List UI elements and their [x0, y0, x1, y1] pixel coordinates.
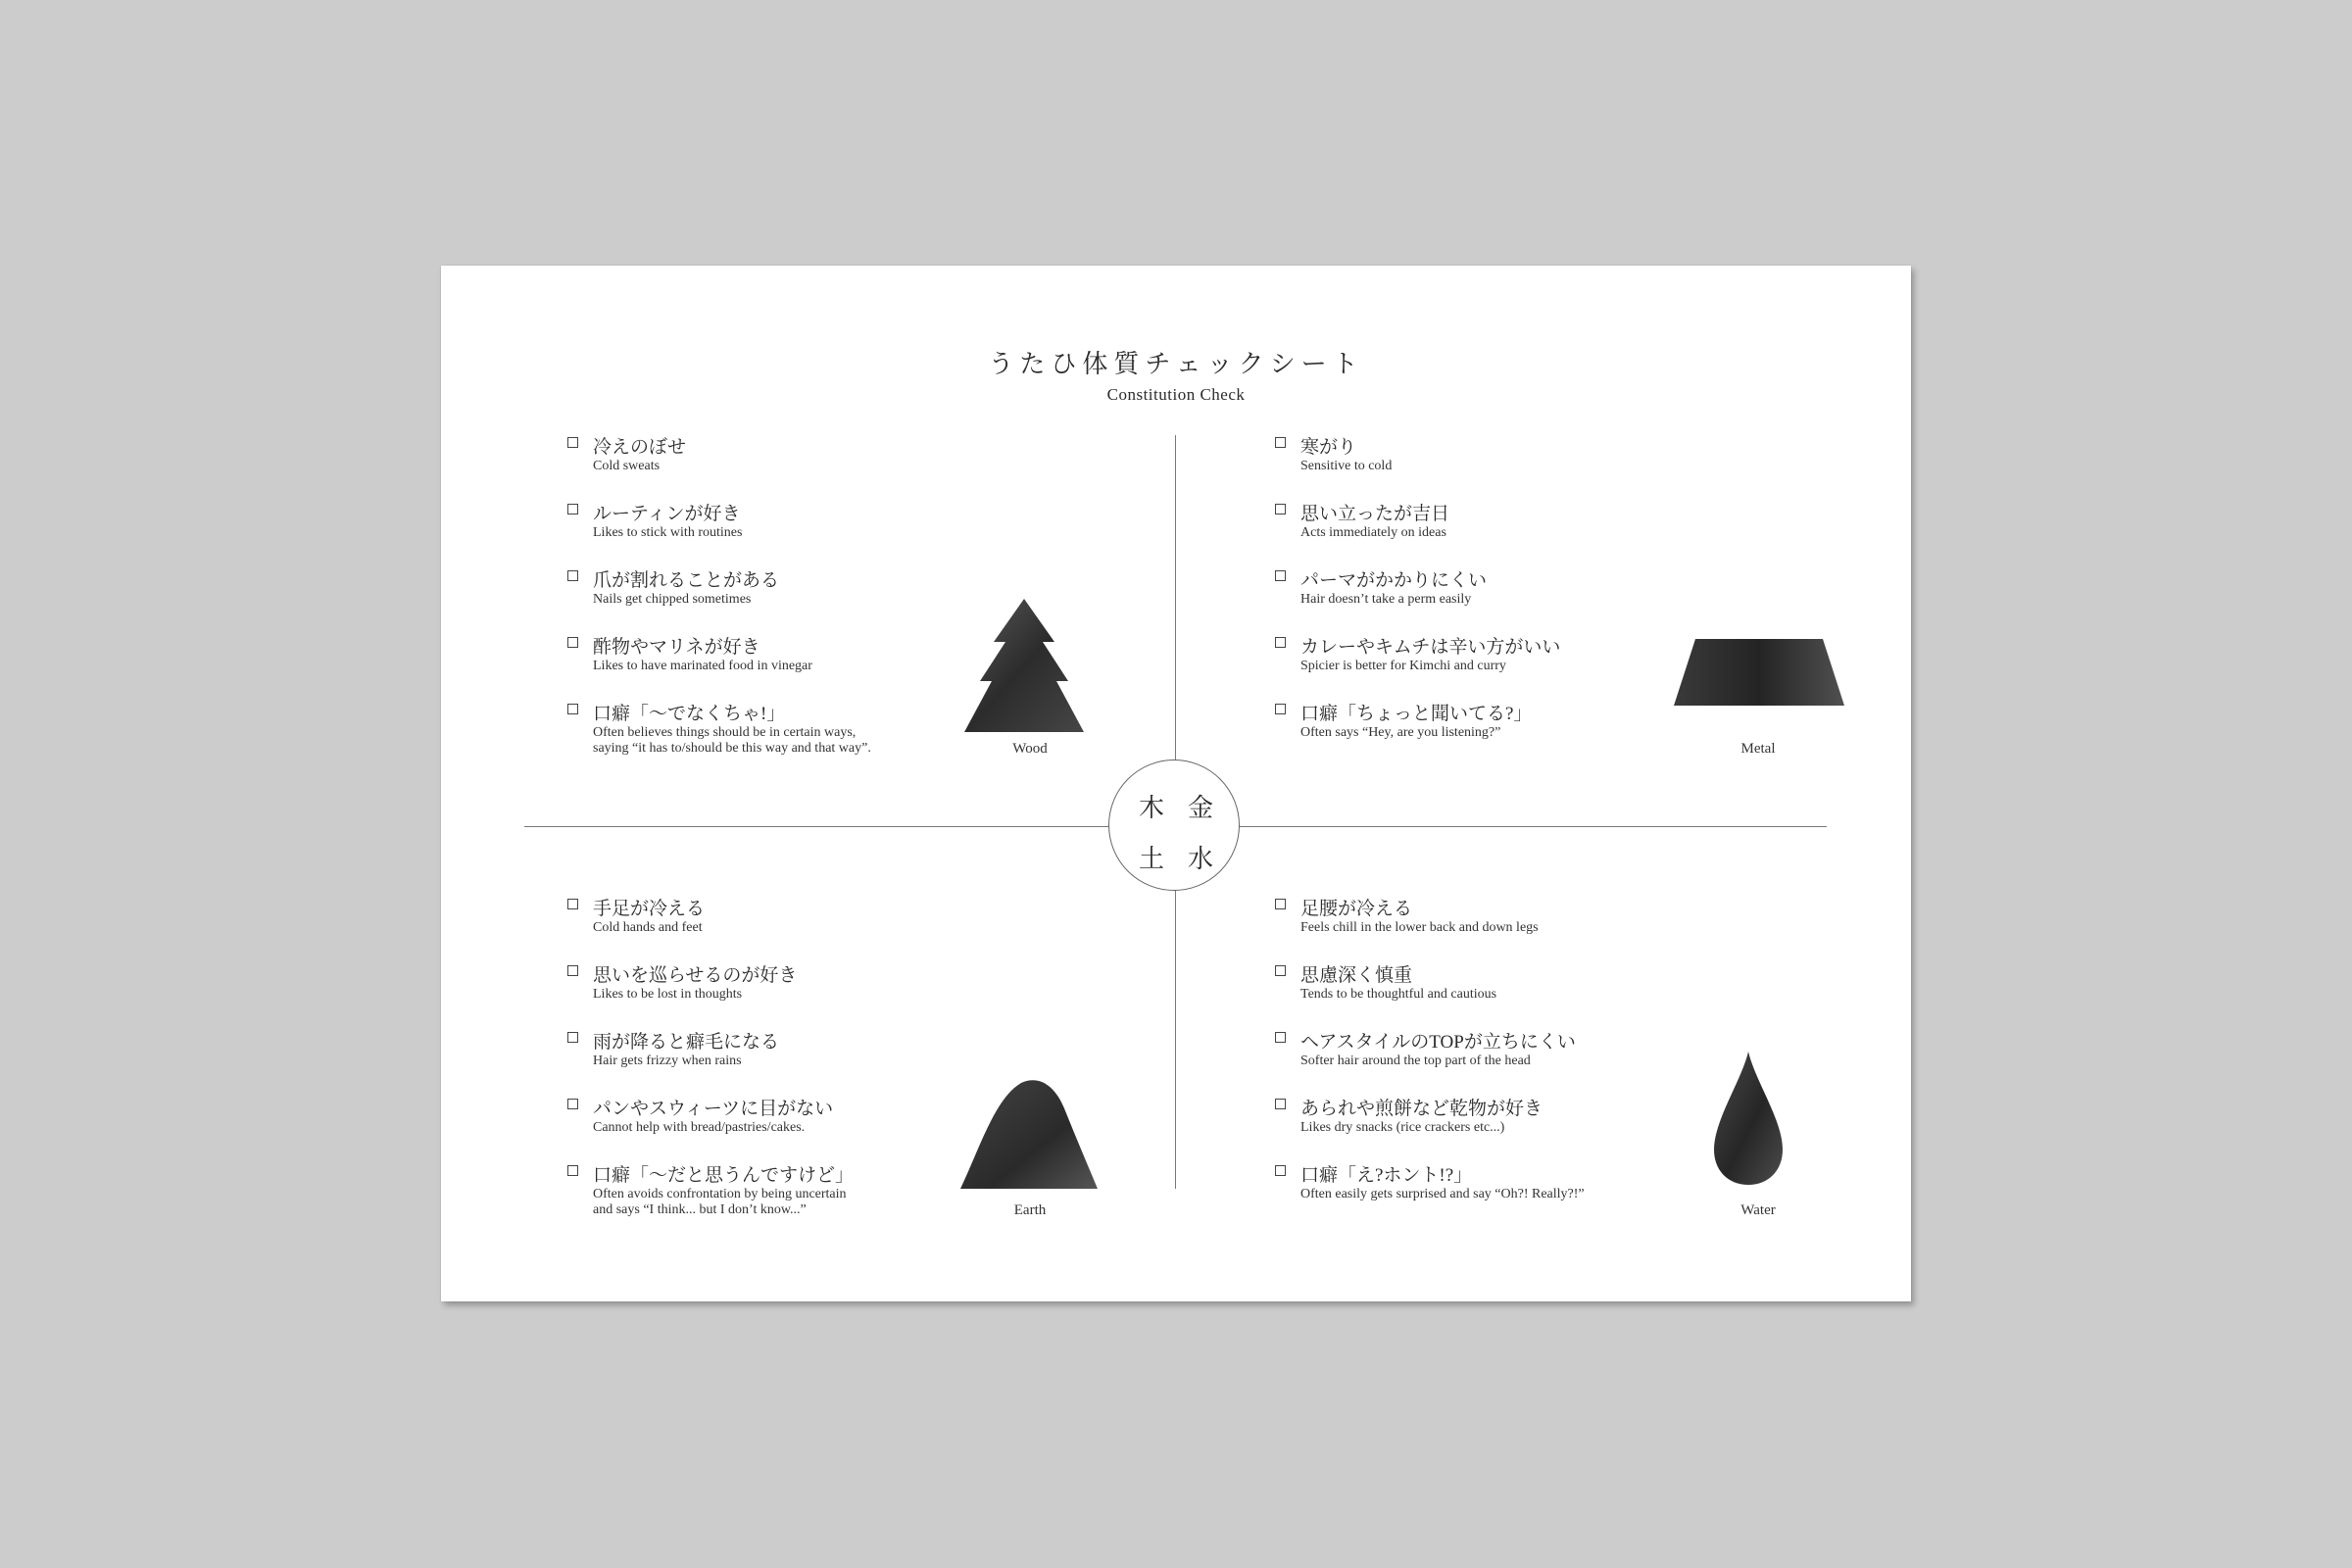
checkbox[interactable]: [567, 570, 578, 581]
vertical-divider-bottom: [1175, 869, 1176, 1189]
item-label-jp: 手足が冷える: [593, 899, 706, 919]
item-label-en: Sensitive to cold: [1300, 459, 1393, 473]
item-label-jp: 口癖「〜だと思うんですけど」: [593, 1165, 855, 1186]
element-label-wood: Wood: [1012, 741, 1048, 757]
element-label-metal: Metal: [1740, 741, 1776, 757]
item-label-en: Tends to be thoughtful and cautious: [1300, 987, 1497, 1002]
item-label-en: Likes to stick with routines: [593, 525, 743, 540]
item-label-jp: パーマがかかりにくい: [1300, 570, 1488, 591]
checkbox[interactable]: [567, 504, 578, 514]
item-label-en: Often easily gets surprised and say “Oh?! Really?!”: [1300, 1187, 1585, 1201]
trapezoid-metal-icon: [1674, 639, 1844, 706]
item-label-en: Cold hands and feet: [593, 920, 703, 935]
element-water-kanji: 水: [1187, 845, 1213, 873]
checkbox[interactable]: [1275, 899, 1286, 909]
page-title: うたひ体質チェックシート: [988, 350, 1364, 378]
item-label-en: Spicier is better for Kimchi and curry: [1300, 659, 1506, 673]
checkbox[interactable]: [567, 437, 578, 448]
item-label-jp: 酢物やマリネが好き: [593, 637, 760, 658]
item-label-jp: 冷えのぼせ: [593, 437, 687, 458]
item-label-jp: 雨が降ると癖毛になる: [593, 1032, 780, 1053]
checkbox[interactable]: [1275, 704, 1286, 714]
item-label-jp: 口癖「え?ホント!?」: [1300, 1165, 1473, 1186]
checkbox[interactable]: [1275, 437, 1286, 448]
checkbox[interactable]: [1275, 1032, 1286, 1043]
checkbox[interactable]: [567, 637, 578, 648]
item-label-jp: 寒がり: [1300, 437, 1357, 458]
checkbox[interactable]: [567, 899, 578, 909]
item-label-jp: あられや煎餅など乾物が好き: [1300, 1099, 1544, 1119]
item-label-en: Often says “Hey, are you listening?”: [1300, 725, 1501, 740]
item-label-en-line2: saying “it has to/should be this way and that way”.: [593, 741, 871, 756]
element-earth-kanji: 土: [1138, 845, 1164, 873]
tree-icon: [964, 599, 1084, 732]
checkbox[interactable]: [1275, 1165, 1286, 1176]
checkbox[interactable]: [567, 965, 578, 976]
checkbox[interactable]: [567, 704, 578, 714]
checkbox[interactable]: [567, 1099, 578, 1109]
item-label-en: Cannot help with bread/pastries/cakes.: [593, 1120, 806, 1135]
item-label-en: Often believes things should be in certain ways,: [593, 725, 857, 740]
item-label-en-line2: and says “I think... but I don’t know...”: [593, 1202, 807, 1217]
checkbox[interactable]: [1275, 637, 1286, 648]
page-subtitle: Constitution Check: [1106, 385, 1246, 404]
element-metal-kanji: 金: [1187, 794, 1213, 822]
item-label-jp: 足腰が冷える: [1300, 899, 1413, 919]
item-label-jp: 思慮深く慎重: [1300, 965, 1413, 986]
item-label-jp: カレーやキムチは辛い方がいい: [1300, 637, 1561, 658]
constitution-check-sheet: [441, 266, 1911, 1301]
element-wood-kanji: 木: [1138, 794, 1164, 822]
droplet-water-icon: [1714, 1052, 1783, 1185]
item-label-en: Feels chill in the lower back and down legs: [1300, 920, 1539, 935]
item-label-jp: パンやスウィーツに目がない: [593, 1099, 834, 1119]
checkbox[interactable]: [1275, 570, 1286, 581]
item-label-jp: ヘアスタイルのTOPが立ちにくい: [1300, 1032, 1576, 1053]
checkbox[interactable]: [1275, 965, 1286, 976]
checkbox[interactable]: [1275, 504, 1286, 514]
item-label-en: Hair doesn’t take a perm easily: [1300, 592, 1472, 607]
item-label-en: Cold sweats: [593, 459, 661, 473]
element-label-water: Water: [1740, 1202, 1776, 1218]
element-label-earth: Earth: [1013, 1202, 1047, 1218]
item-label-jp: 思いを巡らせるのが好き: [593, 965, 798, 986]
item-label-en: Likes to have marinated food in vinegar: [593, 659, 812, 673]
mountain-earth-icon: [960, 1079, 1098, 1189]
checkbox[interactable]: [567, 1165, 578, 1176]
item-label-en: Often avoids confrontation by being uncertain: [593, 1187, 847, 1201]
item-label-en: Nails get chipped sometimes: [593, 592, 752, 607]
item-label-jp: 口癖「ちょっと聞いてる?」: [1300, 704, 1533, 724]
item-label-en: Softer hair around the top part of the head: [1300, 1054, 1531, 1068]
vertical-divider-top: [1175, 435, 1176, 785]
item-label-jp: 口癖「〜でなくちゃ!」: [593, 704, 786, 724]
checkbox[interactable]: [567, 1032, 578, 1043]
checkbox[interactable]: [1275, 1099, 1286, 1109]
item-label-en: Hair gets frizzy when rains: [593, 1054, 742, 1068]
five-elements-circle: [1108, 760, 1240, 891]
item-label-jp: 爪が割れることがある: [593, 570, 780, 591]
item-label-jp: 思い立ったが吉日: [1300, 504, 1450, 524]
item-label-en: Acts immediately on ideas: [1300, 525, 1446, 540]
item-label-jp: ルーティンが好き: [593, 504, 741, 524]
item-label-en: Likes to be lost in thoughts: [593, 987, 743, 1002]
item-label-en: Likes dry snacks (rice crackers etc...): [1300, 1120, 1505, 1135]
